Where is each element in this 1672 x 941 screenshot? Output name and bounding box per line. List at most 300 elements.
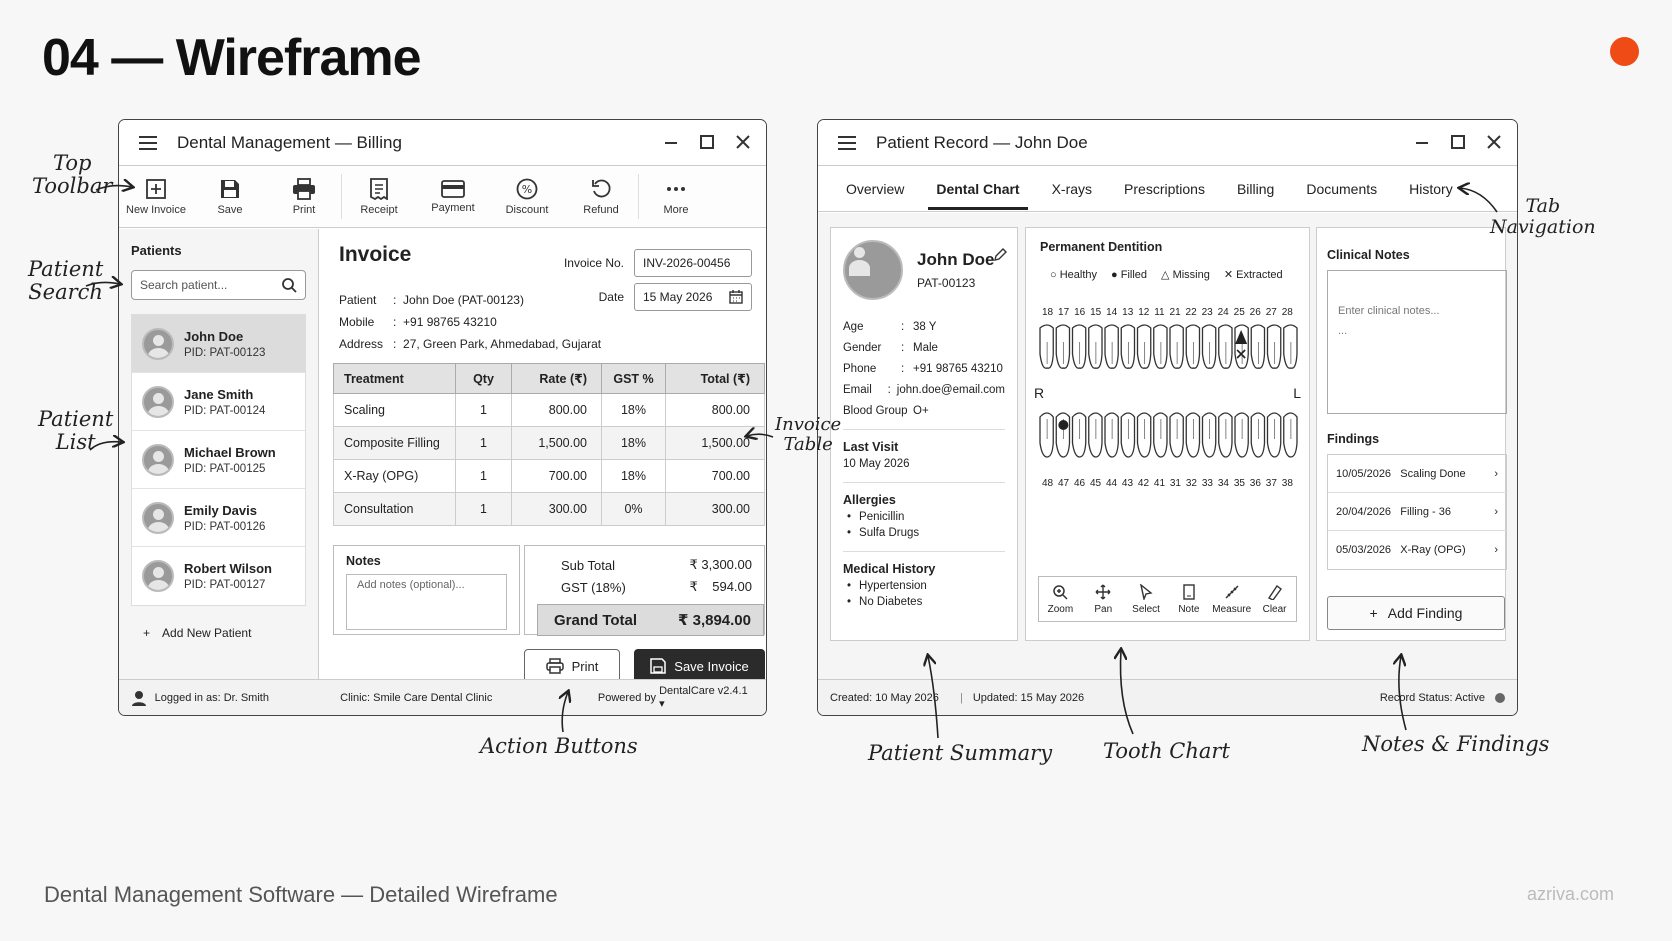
notes-heading: Notes xyxy=(346,554,381,568)
tooth[interactable] xyxy=(1040,413,1053,457)
tooth[interactable] xyxy=(1284,325,1297,368)
tooth-number: 13 xyxy=(1122,307,1134,318)
top-toolbar xyxy=(119,166,766,228)
note-button[interactable] xyxy=(1167,584,1210,615)
subtotal-label: Sub Total xyxy=(561,557,615,573)
table-row[interactable] xyxy=(334,394,765,427)
cell-qty: 1 xyxy=(456,427,512,460)
tooth[interactable] xyxy=(1219,325,1232,368)
refund-icon xyxy=(590,178,612,200)
tab-history[interactable]: History xyxy=(1409,180,1453,197)
cell-total: 800.00 xyxy=(666,394,765,427)
invoice-no-field[interactable] xyxy=(634,249,752,277)
record-titlebar xyxy=(818,120,1517,166)
add-finding-button[interactable] xyxy=(1327,596,1505,630)
tooth[interactable] xyxy=(1154,325,1167,368)
date-field[interactable] xyxy=(634,283,752,311)
tooth-number: 46 xyxy=(1073,478,1086,489)
save-invoice-button[interactable] xyxy=(634,649,765,683)
invoice-patient: John Doe (PAT-00123) xyxy=(403,293,524,307)
annotation-patient-summary: Patient Summary xyxy=(868,741,1053,765)
billing-titlebar xyxy=(119,120,766,166)
cell-treatment: Consultation xyxy=(334,493,456,526)
pan-label: Pan xyxy=(1094,603,1113,615)
tab-documents[interactable]: Documents xyxy=(1306,180,1378,197)
percent-icon xyxy=(516,178,538,200)
finding-text: X-Ray (OPG) xyxy=(1400,544,1466,556)
calendar-icon[interactable] xyxy=(729,290,743,304)
save-button[interactable] xyxy=(193,166,267,227)
tooth-number: 43 xyxy=(1121,478,1134,489)
search-icon xyxy=(281,277,297,293)
payment-label: Payment xyxy=(431,201,475,214)
list-item: • No Diabetes xyxy=(843,596,1005,608)
legend-filled: Filled xyxy=(1120,268,1148,281)
cell-treatment: Scaling xyxy=(334,394,456,427)
more-label: More xyxy=(663,203,689,216)
patient-id: PID: PAT-00126 xyxy=(184,520,266,533)
tooth[interactable] xyxy=(1121,413,1134,457)
field-value: 38 Y xyxy=(913,320,937,333)
chevron-right-icon: › xyxy=(1494,505,1498,518)
svg-text:%: % xyxy=(521,182,533,196)
invoice-address: 27, Green Park, Ahmedabad, Gujarat xyxy=(403,337,602,351)
patient-id: PID: PAT-00125 xyxy=(184,462,266,475)
tooth[interactable] xyxy=(1154,413,1167,457)
avatar xyxy=(142,386,174,418)
avatar xyxy=(142,502,174,534)
close-icon[interactable] xyxy=(1483,131,1505,153)
cell-total: 1,500.00 xyxy=(666,427,765,460)
field-label: Phone xyxy=(843,362,877,375)
annotation-invoice-table: Invoice Table xyxy=(775,414,842,455)
tooth-number: 27 xyxy=(1265,307,1277,318)
left-side-label: L xyxy=(1293,385,1301,401)
minimize-icon[interactable] xyxy=(1411,131,1433,153)
status-dot xyxy=(1495,693,1505,703)
tooth[interactable] xyxy=(1105,413,1118,457)
field-label: Age xyxy=(843,320,864,333)
more-button[interactable] xyxy=(639,166,713,227)
tooth[interactable] xyxy=(1186,413,1199,457)
chart-tools xyxy=(1038,576,1297,622)
search-placeholder: Search patient... xyxy=(140,278,228,292)
tooth-number: 35 xyxy=(1233,478,1245,489)
grand-total xyxy=(537,604,764,636)
maximize-icon[interactable] xyxy=(696,131,718,153)
tooth[interactable] xyxy=(1105,325,1118,368)
col-treatment: Treatment xyxy=(334,364,456,394)
tooth-number: 18 xyxy=(1042,307,1054,318)
gst-value: ₹ 594.00 xyxy=(689,579,752,594)
legend-missing: Missing xyxy=(1172,269,1210,281)
col-rate: Rate (₹) xyxy=(512,364,602,394)
tooth-number: 21 xyxy=(1169,307,1181,318)
table-row[interactable] xyxy=(334,493,765,526)
tooth[interactable] xyxy=(1089,325,1102,368)
tooth-number: 33 xyxy=(1201,478,1213,489)
invoice-no-label: Invoice No. xyxy=(563,256,624,270)
floppy-icon xyxy=(219,178,241,200)
tooth-number: 47 xyxy=(1057,478,1070,489)
last-visit-value: 10 May 2026 xyxy=(843,458,910,470)
refund-label: Refund xyxy=(583,203,619,216)
printer-icon xyxy=(292,178,316,200)
annotation-action-buttons: Action Buttons xyxy=(480,734,638,758)
note-label: Note xyxy=(1178,603,1200,615)
list-item[interactable] xyxy=(132,431,305,489)
patient-name: Michael Brown xyxy=(184,444,276,460)
annotation-top-toolbar: Top Toolbar xyxy=(32,151,113,199)
chart-legend xyxy=(1050,268,1297,281)
patient-search-input[interactable] xyxy=(131,270,306,300)
add-patient-button[interactable] xyxy=(131,626,306,640)
status-bar xyxy=(119,679,766,715)
grand-total-label: Grand Total xyxy=(554,611,638,629)
date-label: Date xyxy=(598,290,624,304)
list-item: • Hypertension xyxy=(843,580,1005,592)
logged-in-text: Logged in as: Dr. Smith xyxy=(154,691,269,704)
col-gst: GST % xyxy=(602,364,666,394)
tab-prescriptions[interactable]: Prescriptions xyxy=(1124,180,1205,197)
chevron-right-icon: › xyxy=(1494,544,1498,556)
tooth-number: 45 xyxy=(1089,478,1102,489)
record-window xyxy=(817,119,1518,716)
plus-square-icon xyxy=(145,178,167,200)
tooth-number: 22 xyxy=(1185,307,1197,318)
maximize-icon[interactable] xyxy=(1447,131,1469,153)
patient-summary-card xyxy=(830,227,1018,641)
cell-qty: 1 xyxy=(456,460,512,493)
note-icon xyxy=(1181,584,1197,600)
grand-total-value: ₹ 3,894.00 xyxy=(678,612,751,629)
close-icon[interactable] xyxy=(732,131,754,153)
tooth-number: 24 xyxy=(1217,307,1229,318)
filled-marker xyxy=(1058,420,1068,430)
tooth-number: 12 xyxy=(1138,307,1150,318)
window-title: Dental Management — Billing xyxy=(177,132,402,152)
tooth[interactable] xyxy=(1268,413,1281,457)
tooth-number: 26 xyxy=(1249,307,1261,318)
hamburger-menu-icon[interactable] xyxy=(818,135,876,151)
lower-tooth-numbers xyxy=(1038,478,1297,489)
select-label: Select xyxy=(1132,603,1160,615)
tooth[interactable] xyxy=(1089,413,1102,457)
receipt-button[interactable] xyxy=(342,166,416,227)
extracted-icon: ✕ xyxy=(1223,269,1234,281)
eraser-icon xyxy=(1267,584,1283,600)
list-item[interactable] xyxy=(132,373,305,431)
clear-label: Clear xyxy=(1262,603,1287,615)
accent-dot xyxy=(1610,37,1639,66)
edit-icon[interactable] xyxy=(993,248,1007,262)
measure-button[interactable] xyxy=(1210,584,1253,615)
tooth[interactable] xyxy=(1170,325,1183,368)
list-item[interactable] xyxy=(132,547,305,605)
medical-history-heading: Medical History xyxy=(843,562,936,576)
measure-icon xyxy=(1224,584,1240,600)
tooth[interactable] xyxy=(1073,325,1086,368)
tooth-number: 31 xyxy=(1169,478,1181,489)
brand-watermark: azriva.com xyxy=(1527,884,1615,904)
tooth[interactable] xyxy=(1170,413,1183,457)
patient-id: PID: PAT-00123 xyxy=(184,346,266,359)
plus-icon: + xyxy=(143,626,151,640)
tooth[interactable] xyxy=(1203,325,1216,368)
tooth[interactable] xyxy=(1284,413,1297,457)
measure-label: Measure xyxy=(1212,603,1252,615)
print-button[interactable] xyxy=(267,166,341,227)
allergies-heading: Allergies xyxy=(843,493,896,507)
print-label: Print xyxy=(292,203,316,216)
finding-text: Scaling Done xyxy=(1400,467,1466,480)
zoom-label: Zoom xyxy=(1047,603,1074,615)
cell-rate: 800.00 xyxy=(512,394,602,427)
healthy-icon: ○ xyxy=(1050,268,1057,281)
tooth[interactable] xyxy=(1073,413,1086,457)
filled-icon: ● xyxy=(1111,268,1118,281)
invoice-table xyxy=(333,363,765,526)
discount-label: Discount xyxy=(505,203,549,216)
gst-label: GST (18%) xyxy=(561,579,626,595)
tooth-number: 14 xyxy=(1106,307,1118,318)
slide-title: 04 — Wireframe xyxy=(42,29,421,87)
list-item[interactable] xyxy=(132,315,305,373)
notes-section xyxy=(333,545,520,635)
clinic-text: Clinic: Smile Care Dental Clinic xyxy=(340,691,493,704)
clinical-notes-textarea[interactable] xyxy=(1327,270,1507,414)
patient-id: PID: PAT-00127 xyxy=(184,579,266,591)
invoice-no-value: INV-2026-00456 xyxy=(643,256,731,270)
blood-value: O+ xyxy=(913,404,929,417)
patient-label: Patient xyxy=(339,293,377,307)
pan-button[interactable] xyxy=(1082,584,1125,615)
tab-xrays[interactable]: X-rays xyxy=(1051,180,1093,197)
tooth[interactable] xyxy=(1251,325,1264,368)
tooth[interactable] xyxy=(1121,325,1134,368)
mobile-label: Mobile xyxy=(339,315,375,329)
refund-button[interactable] xyxy=(564,166,638,227)
findings-heading: Findings xyxy=(1327,432,1380,446)
patient-fields: Age : 38 Y Gender : Male Phone : +91 98765 43210 Email : john.doe@email.com Blood Group O+ xyxy=(843,320,1005,417)
tab-billing[interactable]: Billing xyxy=(1236,180,1275,197)
add-patient-label: Add New Patient xyxy=(162,626,252,640)
printer-icon xyxy=(546,658,564,674)
status-divider: | xyxy=(960,691,963,704)
finding-date: 05/03/2026 xyxy=(1336,544,1392,556)
tooth-number: 42 xyxy=(1137,478,1150,489)
tab-overview[interactable]: Overview xyxy=(846,180,905,197)
address-label: Address xyxy=(339,337,384,351)
cell-gst: 18% xyxy=(602,460,666,493)
avatar xyxy=(142,560,174,592)
new-invoice-label: New Invoice xyxy=(126,203,186,216)
dentition-heading: Permanent Dentition xyxy=(1040,240,1163,254)
tooth-number: 25 xyxy=(1233,307,1245,318)
finding-date: 20/04/2026 xyxy=(1336,505,1392,518)
payment-button[interactable] xyxy=(416,166,490,227)
zoom-button[interactable] xyxy=(1039,584,1082,615)
upper-teeth[interactable] xyxy=(1038,324,1298,376)
tooth-number: 23 xyxy=(1201,307,1213,318)
field-label: Gender xyxy=(843,341,882,354)
annotation-patient-search: Patient Search xyxy=(28,257,104,305)
findings-list xyxy=(1327,454,1507,570)
finding-item[interactable] xyxy=(1328,455,1506,493)
tooth-number: 32 xyxy=(1185,478,1197,489)
tooth[interactable] xyxy=(1056,325,1069,368)
tab-dental-chart[interactable]: Dental Chart xyxy=(920,166,1035,212)
notes-textarea[interactable] xyxy=(346,574,507,630)
avatar xyxy=(142,444,174,476)
tooth[interactable] xyxy=(1040,325,1053,368)
missing-icon: △ xyxy=(1161,269,1170,281)
patient-id: PID: PAT-00124 xyxy=(184,404,266,417)
version-dropdown[interactable]: DentalCare v2.4.1 ▾ xyxy=(659,685,748,710)
patient-avatar xyxy=(843,240,903,300)
tooth-number: 16 xyxy=(1074,307,1086,318)
more-icon xyxy=(665,178,687,200)
col-qty: Qty xyxy=(456,364,512,394)
avatar xyxy=(142,328,174,360)
tooth[interactable] xyxy=(1251,413,1264,457)
user-icon xyxy=(131,690,147,706)
tooth[interactable] xyxy=(1138,413,1151,457)
invoice-patient-info: Patient : John Doe (PAT-00123) Mobile : +91 98765 43210 Address : 27, Green Park, Ahmedabad, Gujarat xyxy=(339,289,601,355)
annotation-patient-list: Patient List xyxy=(38,407,114,455)
subtotal-value: ₹ 3,300.00 xyxy=(689,557,752,572)
tooth-number: 17 xyxy=(1058,307,1070,318)
field-label: Email xyxy=(843,383,872,396)
hamburger-menu-icon[interactable] xyxy=(119,135,177,151)
table-row[interactable] xyxy=(334,427,765,460)
tooth-number: 44 xyxy=(1105,478,1118,489)
tooth[interactable] xyxy=(1186,325,1199,368)
patient-list xyxy=(131,314,306,606)
table-row[interactable] xyxy=(334,460,765,493)
last-visit-heading: Last Visit xyxy=(843,440,899,454)
patient-name: Emily Davis xyxy=(184,502,257,518)
field-value: +91 98765 43210 xyxy=(913,362,1003,375)
tooth[interactable] xyxy=(1138,325,1151,368)
tooth-chart-card xyxy=(1025,227,1310,641)
legend-extracted: Extracted xyxy=(1236,269,1283,281)
cell-total: 700.00 xyxy=(666,460,765,493)
tooth[interactable] xyxy=(1203,413,1216,457)
cell-total: 300.00 xyxy=(666,493,765,526)
cell-treatment: X-Ray (OPG) xyxy=(334,460,456,493)
chevron-right-icon: › xyxy=(1494,467,1498,480)
cell-gst: 18% xyxy=(602,394,666,427)
cell-rate: 300.00 xyxy=(512,493,602,526)
tab-navigation xyxy=(818,166,1517,212)
tooth-number: 48 xyxy=(1042,478,1054,489)
slide-caption: Dental Management Software — Detailed Wireframe xyxy=(44,882,558,907)
cell-qty: 1 xyxy=(456,493,512,526)
tooth[interactable] xyxy=(1219,413,1232,457)
tooth-number: 37 xyxy=(1265,478,1277,489)
cell-rate: 1,500.00 xyxy=(512,427,602,460)
right-side-label: R xyxy=(1034,385,1045,401)
tooth-number: 36 xyxy=(1249,478,1261,489)
patient-sidebar xyxy=(119,229,319,679)
tooth-number: 15 xyxy=(1090,307,1102,318)
record-status-bar xyxy=(818,679,1517,715)
upper-tooth-numbers xyxy=(1038,307,1297,318)
save-label: Save xyxy=(217,203,243,216)
tooth[interactable] xyxy=(1235,413,1248,457)
annotation-tab-navigation: Tab Navigation xyxy=(1490,195,1596,238)
date-value: 15 May 2026 xyxy=(643,290,713,304)
lower-teeth[interactable] xyxy=(1038,409,1298,461)
zoom-icon xyxy=(1052,584,1068,600)
floppy-icon xyxy=(650,658,666,674)
annotation-tooth-chart: Tooth Chart xyxy=(1103,739,1230,763)
tooth[interactable] xyxy=(1056,413,1069,457)
invoice-heading: Invoice xyxy=(339,243,412,266)
list-item[interactable] xyxy=(132,489,305,547)
created-text: Created: 10 May 2026 xyxy=(830,691,939,704)
field-value: Male xyxy=(913,341,938,354)
pan-icon xyxy=(1095,584,1111,600)
finding-text: Filling - 36 xyxy=(1400,505,1451,518)
invoice-mobile: +91 98765 43210 xyxy=(403,315,497,329)
tooth-number: 41 xyxy=(1153,478,1166,489)
patient-name: Robert Wilson xyxy=(184,561,272,576)
billing-window xyxy=(118,119,767,716)
cell-rate: 700.00 xyxy=(512,460,602,493)
tooth[interactable] xyxy=(1268,325,1281,368)
updated-text: Updated: 15 May 2026 xyxy=(972,691,1085,704)
print-invoice-button[interactable] xyxy=(524,649,620,683)
tooth-number: 34 xyxy=(1217,478,1229,489)
add-finding-label: Add Finding xyxy=(1387,605,1463,621)
legend-healthy: Healthy xyxy=(1059,268,1098,281)
record-status-text: Record Status: Active xyxy=(1379,691,1485,704)
select-button[interactable] xyxy=(1125,584,1168,615)
col-total: Total (₹) xyxy=(666,364,765,394)
list-item: • Sulfa Drugs xyxy=(843,527,1005,539)
list-item: • Penicillin xyxy=(843,511,1005,523)
tooth-number: 38 xyxy=(1281,478,1293,489)
cell-treatment: Composite Filling xyxy=(334,427,456,460)
blood-label: Blood Group xyxy=(843,404,908,417)
invoice-panel xyxy=(319,229,766,679)
cell-gst: 0% xyxy=(602,493,666,526)
save-invoice-label: Save Invoice xyxy=(674,658,749,674)
print-invoice-label: Print xyxy=(571,658,599,674)
clinical-notes-placeholder: Enter clinical notes... ... xyxy=(1338,305,1440,337)
tooth-number: 11 xyxy=(1154,307,1165,318)
receipt-icon xyxy=(369,178,389,200)
minimize-icon[interactable] xyxy=(660,131,682,153)
finding-item[interactable] xyxy=(1328,493,1506,531)
clinical-notes-heading: Clinical Notes xyxy=(1327,248,1410,262)
notes-findings-card xyxy=(1316,227,1506,641)
clear-button[interactable] xyxy=(1253,584,1296,615)
tooth-number: 28 xyxy=(1281,307,1293,318)
finding-item[interactable] xyxy=(1328,531,1506,569)
powered-prefix: Powered by xyxy=(597,691,660,704)
patient-id: PAT-00123 xyxy=(917,276,976,290)
cell-gst: 18% xyxy=(602,427,666,460)
card-icon xyxy=(441,180,465,198)
new-invoice-button[interactable] xyxy=(119,166,193,227)
discount-button[interactable] xyxy=(490,166,564,227)
totals-section xyxy=(524,545,765,635)
patient-name: John Doe xyxy=(184,328,244,344)
finding-date: 10/05/2026 xyxy=(1336,467,1392,480)
